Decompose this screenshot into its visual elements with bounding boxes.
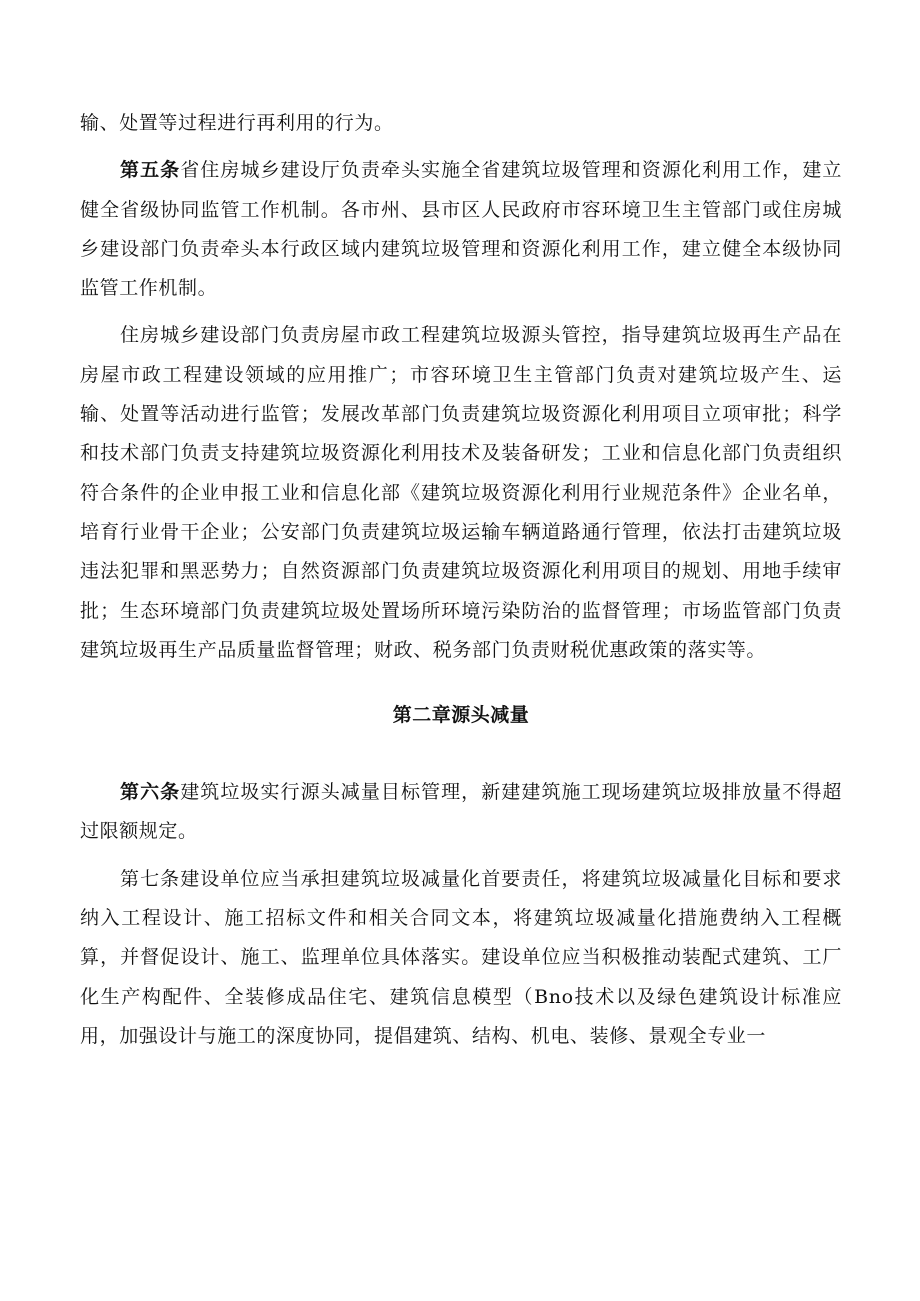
document-body [80,104,842,1056]
departments-paragraph [80,316,842,670]
departments-text: 住房城乡建设部门负责房屋市政工程建筑垃圾源头管控，指导建筑垃圾再生产品在房屋市政工程建设领域的应用推广；市容环境卫生主管部门负责对建筑垃圾产生、运输、处置等活动进行监管；发展改革部门负责建筑垃圾资源化利用项目立项审批；科学和技术部门负责支持建筑垃圾资源化利用技术及装备研发；工业和信息化部门负责组织符合条件的企业申报工业和信息化部《建筑垃圾资源化利用行业规范条件》企业名单，培育行业骨干企业；公安部门负责建筑垃圾运输车辆道路通行管理，依法打击建筑垃圾违法犯罪和黑恶势力；自然资源部门负责建筑垃圾资源化利用项目的规划、用地手续审批；生态环境部门负责建筑垃圾处置场所环境污染防治的监督管理；市场监管部门负责建筑垃圾再生产品质量监督管理；财政、税务部门负责财税优惠政策的落实等。 [80,324,842,661]
article-7-text: 第七条建设单位应当承担建筑垃圾减量化首要责任，将建筑垃圾减量化目标和要求纳入工程设计、施工招标文件和相关合同文本，将建筑垃圾减量化措施费纳入工程概算，并督促设计、施工、监理单位具体落实。建设单位应当积极推动装配式建筑、工厂化生产构配件、全装修成品住宅、建筑信息模型（Bno技术以及绿色建筑设计标准应用，加强设计与施工的深度协同，提倡建筑、结构、机电、装修、景观全专业一 [80,867,842,1047]
article-6-heading: 第六条 [120,781,181,804]
article-7-paragraph [80,860,842,1056]
article-6-paragraph [80,773,842,852]
article-5-paragraph [80,151,842,308]
paragraph-text: 输、处置等过程进行再利用的行为。 [80,112,394,134]
article-6-text: 建筑垃圾实行源头减量目标管理，新建建筑施工现场建筑垃圾排放量不得超过限额规定。 [80,781,842,843]
paragraph-continuation [80,104,842,143]
article-5-heading: 第五条 [120,159,181,182]
article-5-text: 省住房城乡建设厅负责牵头实施全省建筑垃圾管理和资源化利用工作，建立健全省级协同监管工作机制。各市州、县市区人民政府市容环境卫生主管部门或住房城乡建设部门负责牵头本行政区域内建筑垃圾管理和资源化利用工作，建立健全本级协同监管工作机制。 [80,159,842,300]
chapter-title: 第二章源头减量 [392,704,530,727]
